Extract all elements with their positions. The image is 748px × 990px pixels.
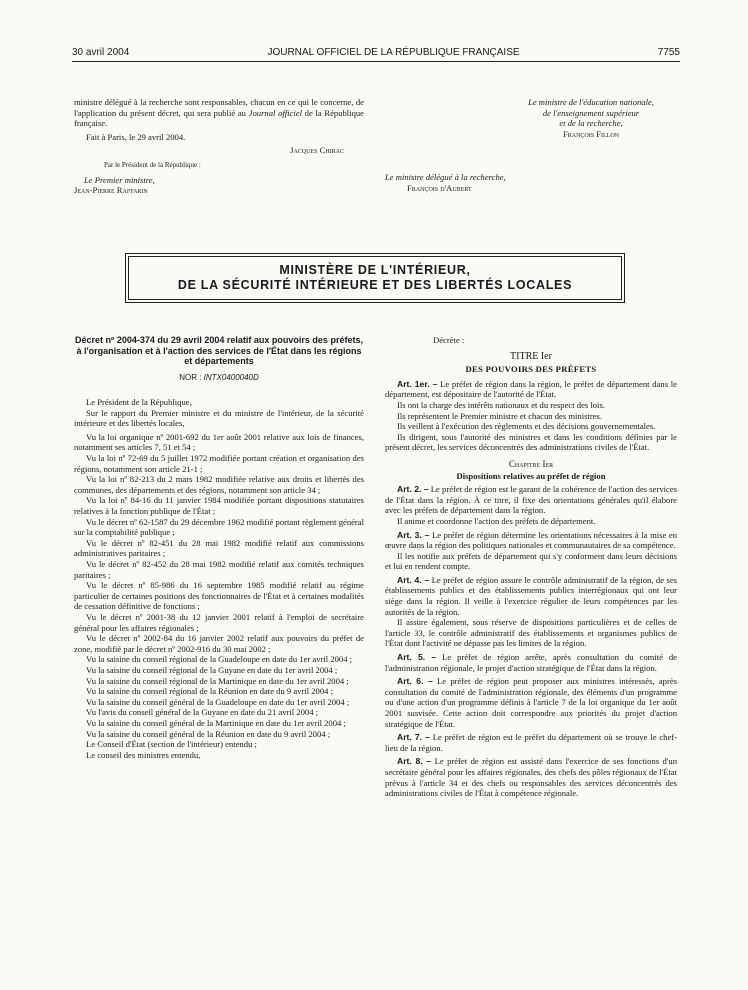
- ministry-line2: DE LA SÉCURITÉ INTÉRIEURE ET DES LIBERTÉS LOCALES: [177, 278, 573, 292]
- article-1-paragraph: Ils veillent à l'exécution des règlements et des décisions gouvernementales.: [397, 421, 656, 432]
- intro-paragraph: Vu la saisine du conseil général de la Martinique en date du 1er avril 2004 ;: [86, 717, 346, 728]
- intro-paragraph: Vu le décret nº 85-986 du 16 septembre 1985 modifié relatif au régime particulier de certaines positions des fonctionnaires de l'État et à certaines modalités de cessation définitive de fonctions ;: [74, 580, 364, 612]
- nor-value: INTX0400040D: [203, 372, 259, 382]
- intro-paragraph: Vu la loi nº 82-213 du 2 mars 1982 modifiée relative aux droits et libertés des communes, des départements et des régions, notamment son article 34 ;: [74, 474, 364, 495]
- delegate-name: François d'Aubert: [407, 182, 472, 193]
- article-1-paragraphs: [385, 400, 677, 453]
- article-text: Le préfet de région est le préfet du département où se trouve le chef-lieu de la région.: [385, 732, 677, 753]
- article-extra-paragraph: Il les notifie aux préfets de département qui s'y conforment dans leurs décisions et lui en rendent compte.: [385, 550, 677, 572]
- ministry-line1: MINISTÈRE DE L'INTÉRIEUR,: [279, 263, 471, 277]
- article-label: Art. 3. –: [397, 529, 430, 540]
- article-text: Le préfet de région arrête, après consultation du comité de l'administration régionale, le projet d'action stratégique de l'État dans la région.: [385, 652, 677, 673]
- article-paragraph: [385, 676, 677, 729]
- pm-name: Jean-Pierre Raffarin: [74, 185, 148, 196]
- article-paragraph: [385, 732, 677, 753]
- intro-paragraph: Vu l'avis du conseil général de la Guyane en date du 21 avril 2004 ;: [86, 707, 319, 718]
- article-1-label: Art. 1er. –: [397, 378, 438, 389]
- article-extra-paragraph: Il assure également, sous réserve de dispositions particulières et de celles de l'article 33, le contrôle administratif des établissements et organismes publics de l'État dont l'activité ne dépasse pas les limites de la région.: [385, 617, 677, 649]
- titre-subheading: DES POUVOIRS DES PRÉFETS: [465, 364, 597, 375]
- article-1-paragraph: Ils ont la charge des intérêts nationaux et du respect des lois.: [397, 399, 605, 410]
- intro-paragraph: Vu la loi organique nº 2001-692 du 1er août 2001 relative aux lois de finances, notamment ses articles 7, 51 et 54 ;: [74, 431, 364, 453]
- article-paragraph: [385, 756, 677, 798]
- decree-left-column: [74, 335, 364, 760]
- article-paragraph: [385, 484, 677, 516]
- intro-paragraph: Vu la saisine du conseil régional de la Réunion en date du 9 avril 2004 ;: [86, 686, 333, 697]
- signature-block-left: [74, 97, 364, 196]
- articles-list: [385, 484, 677, 799]
- chapitre-subheading: Dispositions relatives au préfet de région: [456, 470, 606, 481]
- page-header: [72, 47, 680, 62]
- intro-paragraph: Vu la loi nº 84-16 du 11 janvier 1984 modifiée portant dispositions statutaires relatives à la fonction publique de l'État ;: [74, 495, 364, 517]
- article-label: Art. 8. –: [397, 756, 432, 767]
- article-label: Art. 4. –: [397, 574, 430, 585]
- article-1-paragraph: Ils représentent le Premier ministre et chacun des ministres.: [397, 410, 602, 421]
- intro-paragraph: Le Conseil d'État (section de l'intérieur) entendu ;: [86, 739, 257, 750]
- intro-paragraph: Vu la loi nº 72-69 du 5 juillet 1972 modifiée portant création et organisation des régions, notamment son article 21-1 ;: [74, 453, 364, 474]
- article-extra-paragraph: Il anime et coordonne l'action des préfets de département.: [397, 515, 596, 526]
- intro-paragraph: Vu le décret nº 62-1587 du 29 décembre 1962 modifié portant règlement général sur la comptabilité publique ;: [74, 516, 364, 538]
- intro-paragraph: Vu le décret nº 82-452 du 28 mai 1982 modifié relatif aux comités techniques paritaires ;: [74, 559, 364, 580]
- decree-right-column: [385, 335, 677, 799]
- intro-paragraph: Vu la saisine du conseil régional de la Martinique en date du 1er avril 2004 ;: [86, 675, 349, 686]
- intro-paragraph: Vu la saisine du conseil général de la Guadeloupe en date du 1er avril 2004 ;: [86, 696, 350, 707]
- article-text: Le préfet de région assure le contrôle administratif de la région, de ses établissements publics et des établissements publics interrégionaux qui ont leur siège dans la région. Il veille à l'exercice régulier de leurs compétences par les autorités de la région.: [385, 574, 677, 617]
- intro-paragraph: Vu la saisine du conseil régional de la Guyane en date du 1er avril 2004 ;: [86, 664, 338, 675]
- chapitre-heading: Chapitre Ier: [508, 458, 554, 469]
- decrete-line: Décrète :: [433, 335, 465, 345]
- article-label: Art. 5. –: [397, 652, 437, 663]
- minister-line1: Le ministre de l'éducation nationale,: [528, 97, 654, 107]
- intro-paragraph: Sur le rapport du Premier ministre et du ministre de l'intérieur, de la sécurité intérieure et des libertés locales,: [74, 407, 364, 429]
- delegate-title: Le ministre délégué à la recherche,: [385, 172, 506, 183]
- article-text: Le préfet de région détermine les orientations nécessaires à la mise en œuvre dans la région des politiques nationales et communautaires de sa compétence.: [385, 529, 677, 551]
- article-label: Art. 2. –: [397, 484, 429, 495]
- header-date: 30 avril 2004: [72, 47, 130, 58]
- article-label: Art. 7. –: [397, 732, 430, 743]
- signer-name: Jacques Chirac: [290, 145, 344, 156]
- header-journal-title: JOURNAL OFFICIEL DE LA RÉPUBLIQUE FRANÇAISE: [267, 47, 520, 58]
- article-label: Art. 6. –: [397, 676, 433, 687]
- intro-paragraph: Le Président de la République,: [86, 397, 192, 408]
- intro-paragraph: Vu la saisine du conseil général de la Réunion en date du 9 avril 2004 ;: [86, 728, 331, 739]
- article-1-paragraph: Ils dirigent, sous l'autorité des ministres et dans les conditions définies par le présent décret, les services déconcentrés des administrations civiles de l'État.: [385, 431, 677, 453]
- signature-block-right: [385, 97, 677, 194]
- titre-heading: TITRE Ier: [510, 350, 552, 362]
- by-president-line: Par le Président de la République :: [104, 160, 201, 169]
- done-at-line: Fait à Paris, le 29 avril 2004.: [86, 131, 186, 142]
- article-paragraph: [385, 575, 677, 617]
- journal-officiel-link[interactable]: Journal officiel: [248, 107, 302, 118]
- decree-title[interactable]: Décret nº 2004-374 du 29 avril 2004 relatif aux pouvoirs des préfets, à l'organisation et à l'action des services de l'État dans les régions et départements: [75, 335, 363, 366]
- closing-paragraph: ministre délégué à la recherche sont responsables, chacun en ce qui le concerne, de l'application du présent décret, qui sera publié au Journal officiel de la République française.: [74, 97, 364, 129]
- intro-paragraph: Vu le décret nº 2002-84 du 16 janvier 2002 relatif aux pouvoirs du préfet de zone, modifié par le décret nº 2002-916 du 30 mai 2002 ;: [74, 633, 364, 654]
- article-text: Le préfet de région est le garant de la cohérence de l'action des services de l'État dans la région. À ce titre, il fixe des orientations générales qu'il élabore avec les préfets de département dans la région.: [385, 484, 677, 516]
- article-paragraph: [385, 652, 677, 673]
- nor-reference: NOR : INTX0400040D: [179, 372, 259, 382]
- decree-intro-list: [74, 397, 364, 760]
- minister-line3: et de la recherche,: [559, 118, 623, 129]
- article-text: Le préfet de région est assisté dans l'exercice de ses fonctions d'un secrétaire général pour les affaires régionales, des chefs des pôles régionaux de l'État prévus à l'article 34 et des chefs ou responsables des services déconcentrés des administrations civiles de l'État à compétence régionale.: [385, 756, 677, 799]
- article-text: Le préfet de région peut proposer aux ministres intéressés, après consultation du comité de l'administration régionale, des éléments d'un programme ou d'une action d'un programme définis à l'article 7 de la loi organique du 1er août 2001 susvisée. Cette action doit correspondre aux priorités du projet d'action stratégique de l'État.: [385, 676, 677, 729]
- intro-paragraph: Le conseil des ministres entendu,: [86, 749, 201, 760]
- minister-line2: de l'enseignement supérieur: [542, 107, 640, 118]
- article-1: Art. 1er. – Le préfet de région dans la région, le préfet de département dans le département, est dépositaire de l'autorité de l'État.: [385, 378, 677, 400]
- ministry-heading-box: [128, 256, 622, 300]
- pm-title: Le Premier ministre,: [84, 174, 155, 185]
- intro-paragraph: Vu la saisine du conseil régional de la Guadeloupe en date du 1er avril 2004 ;: [86, 654, 353, 665]
- intro-paragraph: Vu le décret nº 2001-38 du 12 janvier 2001 relatif à l'emploi de secrétaire général pour les affaires régionales ;: [74, 611, 364, 633]
- article-paragraph: [385, 530, 677, 551]
- header-page-number: 7755: [657, 47, 680, 58]
- minister-name: François Fillon: [562, 128, 620, 139]
- intro-paragraph: Vu le décret nº 82-451 du 28 mai 1982 modifié relatif aux commissions administratives paritaires ;: [74, 537, 364, 559]
